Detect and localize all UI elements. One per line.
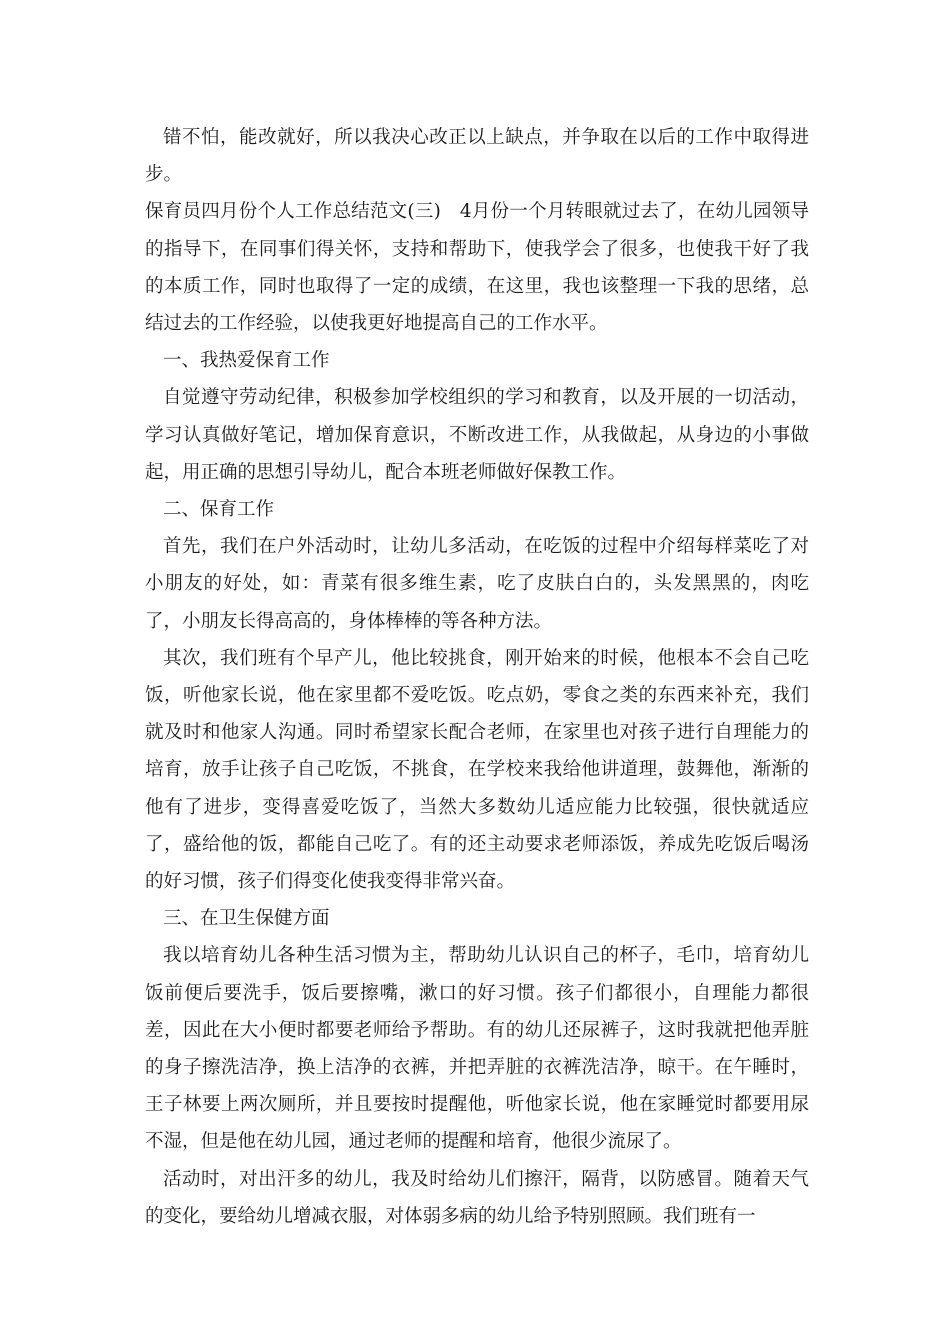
paragraph-closing-previous: 错不怕，能改就好，所以我决心改正以上缺点，并争取在以后的工作中取得进步。 (145, 127, 809, 186)
document-body (145, 119, 809, 1235)
paragraph-activities: 活动时，对出汗多的幼儿，我及时给幼儿们擦汗，隔背，以防感冒。随着天气的变化，要给幼儿增减衣服，对体弱多病的幼儿给予特别照顾。我们班有一 (145, 1168, 809, 1227)
heading-hygiene: 三、在卫生保健方面 (163, 908, 330, 930)
paragraph-habits: 我以培育幼儿各种生活习惯为主，帮助幼儿认识自己的杯子，毛巾，培育幼儿饭前便后要洗手，饭后要擦嘴，漱口的好习惯。孩子们都很小，自理能力都很差，因此在大小便时都要老师给予帮助。有的幼儿还尿裤子，这时我就把他弄脏的身子擦洗洁净，换上洁净的衣裤，并把弄脏的衣裤洗洁净，晾干。在午睡时，王子林要上两次厕所，并且要按时提醒他，听他家长说，他在家睡觉时都要用尿不湿，但是他在幼儿园，通过老师的提醒和培育，他很少流尿了。 (145, 945, 809, 1153)
paragraph-first-outdoor: 首先，我们在户外活动时，让幼儿多活动，在吃饭的过程中介绍每样菜吃了对小朋友的好处，如：青菜有很多维生素，吃了皮肤白白的，头发黑黑的，肉吃了，小朋友长得高高的，身体棒棒的等各种方法。 (145, 536, 809, 632)
heading-love-childcare: 一、我热爱保育工作 (163, 350, 330, 372)
paragraph-second-premature: 其次，我们班有个早产儿，他比较挑食，刚开始来的时候，他根本不会自己吃饭，听他家长说，他在家里都不爱吃饭。吃点奶，零食之类的东西来补充，我们就及时和他家人沟通。同时希望家长配合老师，在家里也对孩子进行自理能力的培育，放手让孩子自己吃饭，不挑食，在学校来我给他讲道理，鼓舞他，渐渐的他有了进步，变得喜爱吃饭了，当然大多数幼儿适应能力比较强，很快就适应了，盛给他的饭，都能自己吃了。有的还主动要求老师添饭，养成先吃饭后喝汤的好习惯，孩子们得变化使我变得非常兴奋。 (145, 647, 809, 893)
paragraph-section-title-intro: 保育员四月份个人工作总结范文(三) 4月份一个月转眼就过去了，在幼儿园领导的指导下，在同事们得关怀，支持和帮助下，使我学会了很多，也使我干好了我的本质工作，同时也取得了一定的成绩，在这里，我也该整理一下我的思绪，总结过去的工作经验，以使我更好地提高自己的工作水平。 (145, 201, 809, 335)
heading-childcare-work: 二、保育工作 (163, 499, 275, 521)
paragraph-discipline: 自觉遵守劳动纪律，积极参加学校组织的学习和教育，以及开展的一切活动，学习认真做好笔记，增加保育意识，不断改进工作，从我做起，从身边的小事做起，用正确的思想引导幼儿，配合本班老师做好保教工作。 (145, 387, 809, 483)
